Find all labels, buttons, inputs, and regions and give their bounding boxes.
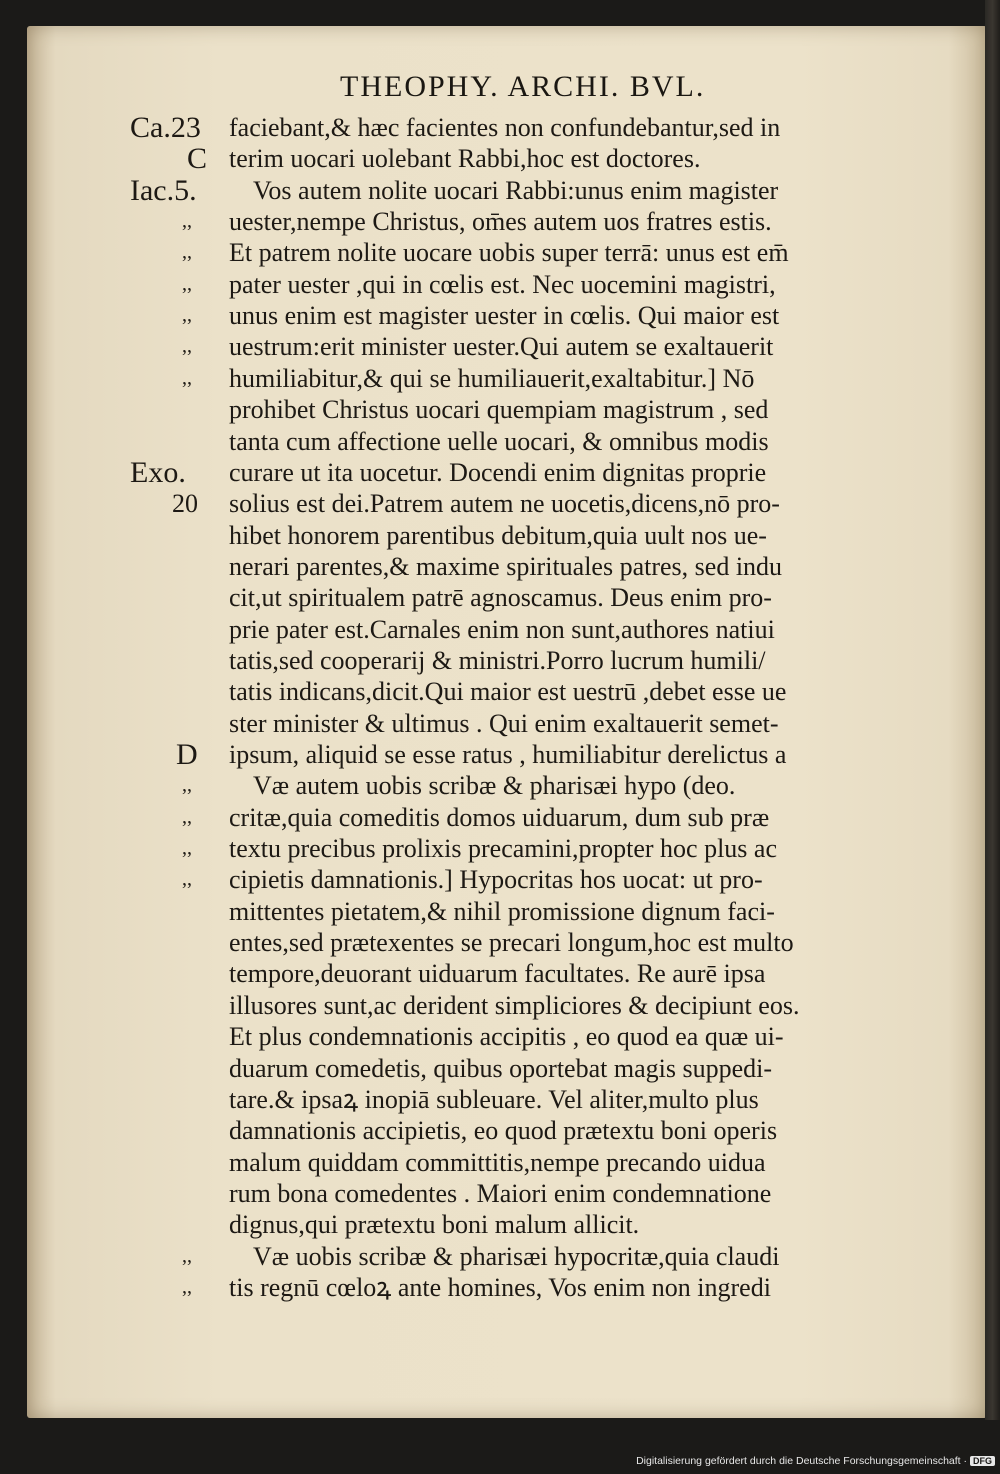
text-line: tatis indicans,dicit.Qui maior est uestrū ,debet esse ue: [229, 677, 787, 707]
text-line: curare ut ita uocetur. Docendi enim dignitas proprie: [229, 457, 767, 487]
digitization-credit: [600, 1455, 995, 1471]
text-line: pater uester ,qui in cœlis est. Nec uocemini magistri,: [229, 269, 776, 299]
margin-note: ,,: [182, 1275, 192, 1298]
text-line: prohibet Christus uocari quempiam magistrum , sed: [229, 395, 769, 425]
text-line: ster minister & ultimus . Qui enim exaltauerit semet-: [229, 708, 779, 738]
dfg-logo: DFG: [970, 1456, 995, 1466]
text-line: ipsum, aliquid se esse ratus , humiliabitur derelictus a: [229, 740, 787, 769]
text-line: Et patrem nolite uocare uobis super terrā: unus est em̄: [229, 238, 789, 268]
margin-note: ,,: [182, 304, 192, 327]
text-line: tis regnū cœloꝝ ante homines, Vos enim non ingredi: [229, 1272, 771, 1302]
text-line: humiliabitur,& qui se humiliauerit,exaltabitur.] Nō: [229, 363, 755, 393]
margin-note: ,,: [182, 241, 192, 264]
text-line: critæ,quia comeditis domos uiduarum, dum sub præ: [229, 802, 770, 832]
text-line: textu precibus prolixis precamini,propter hoc plus ac: [229, 834, 778, 864]
margin-note: ,,: [182, 805, 192, 828]
margin-note: D: [176, 738, 198, 771]
margin-note: ,,: [182, 868, 192, 891]
text-line: entes,sed prætexentes se precari longum,hoc est multo: [229, 928, 794, 958]
text-line: tempore,deuorant uiduarum facultates. Re aurē ipsa: [229, 959, 766, 989]
text-line: hibet honorem parentibus debitum,quia uult nos ue-: [229, 520, 767, 550]
text-line: solius est dei.Patrem autem ne uocetis,dicens,nō pro-: [229, 489, 780, 519]
text-line: terim uocari uolebant Rabbi,hoc est doctores.: [229, 144, 701, 174]
text-line: mittentes pietatem,& nihil promissione dignum faci-: [229, 896, 775, 926]
margin-note: ,,: [182, 210, 192, 233]
text-line: uester,nempe Christus, om̄es autem uos fratres estis.: [229, 207, 772, 237]
text-line: cit,ut spiritualem patrē agnoscamus. Deus enim pro-: [229, 583, 772, 613]
credit-text: Digitalisierung gefördert durch die Deutsche Forschungsgemeinschaft ·: [636, 1455, 967, 1467]
text-line: uestrum:erit minister uester.Qui autem se exaltauerit: [229, 332, 774, 362]
text-line: dignus,qui prætextu boni malum allicit.: [229, 1210, 640, 1240]
text-line: tanta cum affectione uelle uocari, & omnibus modis: [229, 426, 769, 456]
margin-note: ,,: [182, 1244, 192, 1267]
margin-note: Iac.5.: [130, 173, 197, 207]
text-line: Et plus condemnationis accipitis , eo quod ea quæ ui-: [229, 1022, 784, 1052]
text-line: prie pater est.Carnales enim non sunt,authores natiui: [229, 614, 775, 644]
margin-note: Exo.: [130, 455, 186, 489]
text-line: Væ uobis scribæ & pharisæi hypocritæ,quia claudi: [253, 1241, 780, 1271]
text-line: Væ autem uobis scribæ & pharisæi hypo (deo.: [253, 771, 736, 801]
text-line: Vos autem nolite uocari Rabbi:unus enim magister: [253, 175, 779, 205]
text-line: faciebant,& hæc facientes non confundebantur,sed in: [229, 113, 781, 142]
text-line: cipietis damnationis.] Hypocritas hos uocat: ut pro-: [229, 865, 763, 895]
margin-note: 20: [172, 489, 198, 519]
text-line: tare.& ipsaꝝ inopiā subleuare. Vel aliter,multo plus: [229, 1084, 759, 1114]
margin-note: Ca.23: [130, 111, 201, 144]
margin-note: C: [187, 142, 208, 176]
text-line: nerari parentes,& maxime spirituales patres, sed indu: [229, 551, 783, 581]
margin-note: ,,: [182, 837, 192, 860]
text-line: unus enim est magister uester in cœlis. Qui maior est: [229, 301, 780, 331]
margin-note: ,,: [182, 366, 192, 389]
text-line: duarum comedetis, quibus oportebat magis suppedi-: [229, 1053, 773, 1083]
text-line: rum bona comedentes . Maiori enim condemnatione: [229, 1178, 772, 1208]
margin-note: ,,: [182, 774, 192, 797]
text-line: tatis,sed cooperarij & ministri.Porro lucrum humili/: [229, 645, 766, 675]
text-line: malum quiddam committitis,nempe precando uidua: [229, 1147, 766, 1177]
margin-note: ,,: [182, 272, 192, 295]
running-header: THEOPHY. ARCHI. BVL.: [340, 70, 706, 103]
text-line: damnationis accipietis, eo quod prætextu boni operis: [229, 1116, 778, 1146]
text-line: illusores sunt,ac derident simpliciores & decipiunt eos.: [229, 990, 800, 1020]
margin-note: ,,: [182, 335, 192, 358]
page-edge: [985, 0, 1000, 1420]
